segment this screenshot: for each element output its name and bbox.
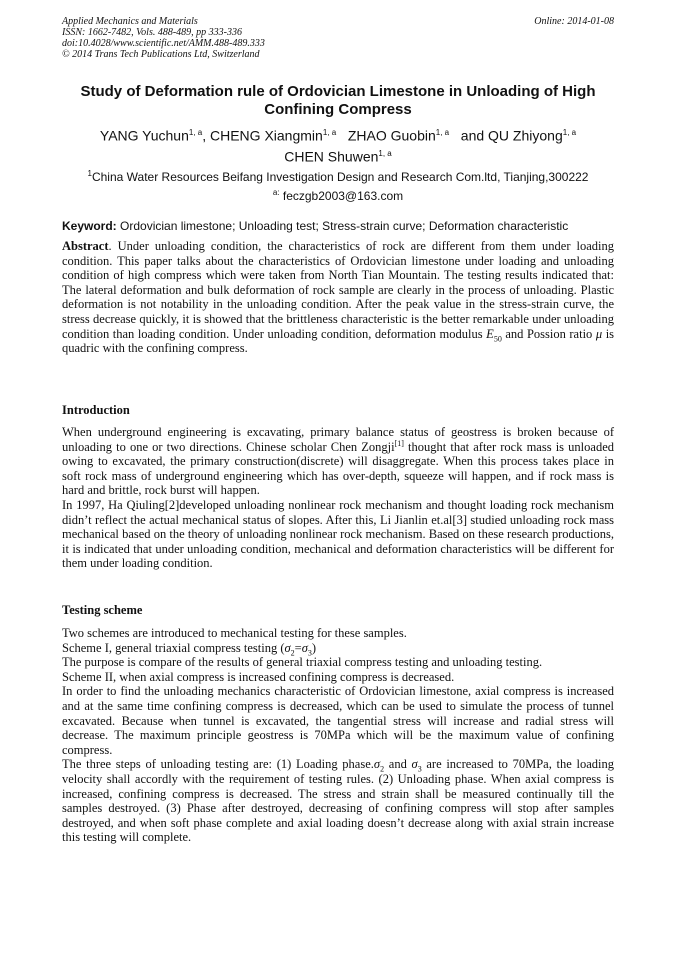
affiliation-text: China Water Resources Beifang Investigation Design and Research Com.ltd, Tianjing,300222 — [91, 170, 589, 184]
journal-name: Applied Mechanics and Materials — [62, 16, 198, 27]
keywords — [62, 219, 614, 234]
author-name: CHENG Xiangmin — [210, 127, 323, 144]
paragraph — [62, 425, 614, 498]
sigma-sub: 2 — [290, 648, 295, 658]
online-date: Online: 2014-01-08 — [534, 16, 614, 27]
paragraph: Scheme II, when axial compress is increased confining compress is decreased. — [62, 669, 455, 684]
paragraph: In order to find the unloading mechanics characteristic of Ordovician limestone, axial compress is increased and at the same time confining compress is decreased, which can be used to simulate the process of tunnel excavated. Because when tunnel is excavated, the tangential stress will increase and radial stress will decrease. The maximum principle geostress is 70MPa which will be the maximum value of confining compress. — [62, 684, 614, 757]
introduction-heading: Introduction — [62, 403, 130, 417]
affiliation-sup: 1 — [87, 169, 92, 178]
issn-line: ISSN: 1662-7482, Vols. 488-489, pp 333-336 — [62, 27, 242, 38]
paragraph: In 1997, Ha Qiuling[2]developed unloading nonlinear rock mechanism and thought loading rock mechanism didn’t reflect the actual mechanical status of slopes. After this, Li Jianlin et.al[3] studied unloading rock mass mechanical based on the theory of unloading nonlinear rock mechanism. Based on these research productions, it is indicated that under unloading condition, mechanical and deformation characteristics will be different for them under loading condition. — [62, 497, 614, 571]
sigma-symbol: σ — [284, 640, 291, 655]
author-name: CHEN Shuwen — [284, 148, 379, 165]
modulus-symbol: E — [486, 326, 494, 341]
citation-ref: [1] — [394, 438, 404, 448]
sigma-sub: 2 — [380, 764, 385, 774]
keywords-text: Ordovician limestone; Unloading test; Stress-strain curve; Deformation characteristic — [120, 219, 569, 233]
email-sup: a: — [272, 188, 280, 197]
sigma-sub: 3 — [417, 764, 422, 774]
paragraph-text: are increased to 70MPa, the loading velocity shall accordly with the requirement of testing rules. (2) Unloading phase. When axial compress is increased, confining compress is decreased. The stress and strain shall be measured continually till the samples destroyed. (3) Phase after destroyed, decreasing of confining compress will stop after samples destroyed, and when soft phase complete and axial loading doesn’t decrease along with axial strain increase this testing will complete. — [62, 757, 614, 845]
author-name: ZHAO Guobin — [347, 127, 436, 144]
equals-sign: = — [294, 640, 302, 655]
affiliation — [62, 166, 614, 204]
author-sup: 1, a — [562, 128, 577, 137]
abstract-label: Abstract — [62, 239, 109, 253]
author-sup: 1, a — [188, 128, 203, 137]
introduction-body — [62, 425, 614, 571]
paragraph-text: The three steps of unloading testing are: (1) Loading phase. — [62, 757, 374, 772]
paragraph-text: ) — [311, 640, 317, 655]
author-list: YANG Yuchun$^{1, a}$, CHENG Xiangmin$^{1, a}$ ZHAO Guobin$^{1, a}$ and QU Zhiyong$^{1, a}$ CHEN Shuwen$^{1, a}$ — [99, 127, 577, 165]
sigma-symbol: σ — [373, 757, 381, 772]
doi-line: doi:10.4028/www.scientific.net/AMM.488-489.333 — [62, 38, 265, 49]
abstract — [62, 239, 614, 356]
paper-title: Study of Deformation rule of Ordovician Limestone in Unloading of High Confining Compress — [80, 83, 596, 118]
copyright-line: © 2014 Trans Tech Publications Ltd, Switzerland — [62, 49, 260, 60]
author-sup: 1, a — [322, 128, 337, 137]
keywords-label: Keyword: — [62, 219, 117, 233]
paragraph: Two schemes are introduced to mechanical testing for these samples. — [62, 626, 407, 640]
modulus-sub: 50 — [493, 334, 502, 344]
author-sup: 1, a — [378, 148, 392, 158]
abstract-text: and Possion ratio — [505, 326, 593, 341]
testing-body — [62, 626, 614, 845]
sigma-symbol: σ — [411, 757, 418, 772]
abstract-text: . Under unloading condition, the characteristics of rock are different from them under loading condition. This paper talks about the characteristics of Ordovician limestone under loading and unloading condition of high compress which were taken from North Tian Mountain. The testing results indicated that: The lateral deformation and bulk deformation of rock sample are clearly in the process of unloading. Plastic deformation is not notability in the unloading condition. After the peak value in the stress-strain curve, the stress decrease quickly, it is showed that the brittleness characteristic is the better remarkable under unloading condition than loading condition. Under unloading condition, deformation modulus — [62, 239, 614, 341]
paragraph — [62, 641, 614, 656]
author-name: YANG Yuchun — [99, 127, 189, 144]
author-name: and QU Zhiyong — [460, 127, 563, 144]
paragraph-text: thought that after rock mass is unloaded owing to excavated, the primary construction(discrete) will disaggregate. When this process takes place in soft rock mass of underground engineering which has over-depth, squeeze will happen, and if rock mass is hard and brittle, rock burst will happen. — [62, 439, 614, 498]
sigma-symbol: σ — [301, 640, 308, 655]
author-email: feczgb2003@163.com — [282, 189, 404, 203]
paragraph-text: and — [384, 757, 412, 772]
journal-metadata — [62, 16, 265, 60]
abstract-text: is quadric with the confining compress. — [62, 326, 615, 356]
poisson-symbol: μ — [595, 326, 603, 341]
paragraph: The purpose is compare of the results of general triaxial compress testing and unloading testing. — [62, 655, 543, 670]
sigma-sub: 3 — [307, 648, 312, 658]
paragraph-text: When underground engineering is excavating, primary balance status of geostress is broken because of unloading to one or two directions. Chinese scholar Chen Zongji — [62, 425, 614, 454]
paragraph — [62, 757, 614, 845]
paragraph-text: Scheme I, general triaxial compress testing ( — [62, 640, 285, 655]
testing-heading: Testing scheme — [62, 603, 143, 617]
author-sup: 1, a — [435, 128, 450, 137]
